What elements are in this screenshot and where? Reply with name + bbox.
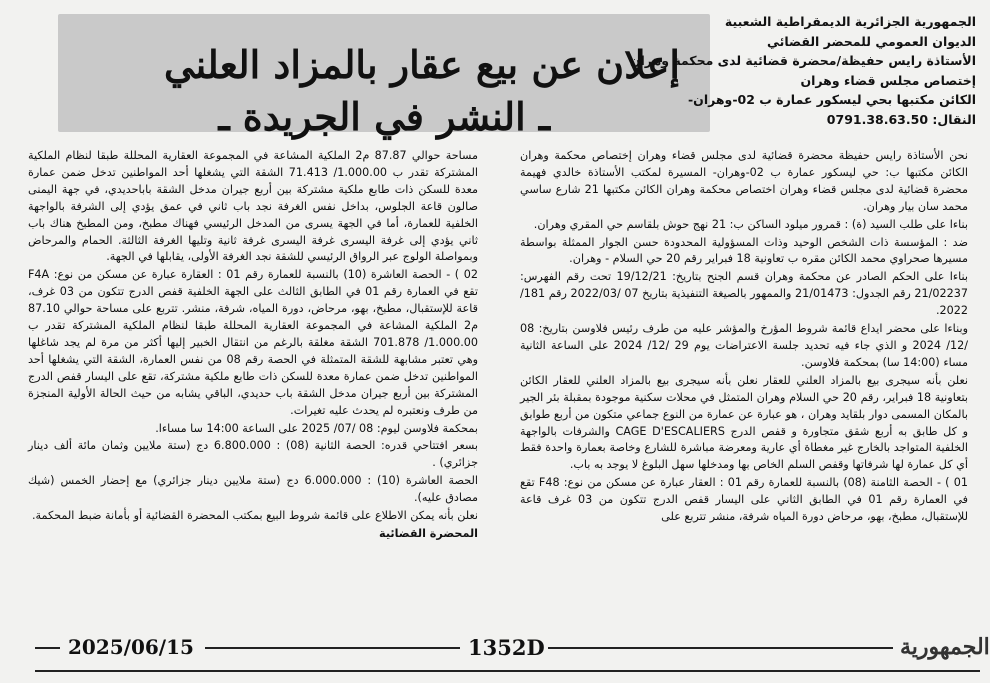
paragraph: وبناءا على محضر ايداع قائمة شروط المؤرخ والمؤشر عليه من طرف رئيس فلاوسن بتاريخ: 08 /12/ 2024 و الذي جاء فيه تحديد جلسة الاعتراضات يوم 29 /12/ 2024 على الساعة الثانية مساء (14:00 سا) بمحكمة فلاوسن. (520, 322, 969, 369)
signature-block (28, 526, 478, 543)
paragraph: نعلن بأنه يمكن الاطلاع على قائمة شروط البيع بمكتب المحضرة القضائية أو بأمانة ضبط المحكمة. (31, 509, 478, 523)
body-column-right (520, 148, 968, 630)
newspaper-brand: الجمهورية (900, 634, 990, 660)
announcement-title: إعلان عن بيع عقار بالمزاد العلني (164, 42, 680, 87)
paragraph: 01 ) - الحصة الثامنة (08) بالنسبة للعمارة رقم 01 : العقار عبارة عن مسكن من نوع: F48 تقع في العمارة رقم 01 في الطابق الثاني على اليسار قفص الدرج تتكون من 03 غرف قاعة للإستقبال، مطبخ، بهو، مرحاض دورة المياه شرفة، منشر تتربع على (520, 476, 969, 524)
footer-rule (35, 647, 60, 649)
paragraph: بسعر افتتاحي قدره: الحصة الثانية (08) : 6.800.000 دج (ستة ملايين وثمان مائة ألف دينار جزائري) . (28, 439, 479, 470)
header-line: الجمهورية الجزائرية الديمقراطية الشعبية (724, 14, 976, 29)
page-footer (0, 630, 990, 670)
paragraph: نحن الأستاذة رايس حفيظة محضرة قضائية لدى مجلس قضاء وهران إختصاص محكمة وهران الكائن مكتبها ب: حي ليسكور عمارة ب 02-وهران- المسيرة لمكتب الأستاذة خالدي فهيمة محضرة قضائية لدى مجلس قضاء وهران اختصاص محكمة وهران الكائن مكتبها 21 شارع ساسي محمد سان بيار وهران. (520, 149, 968, 213)
header-line: الأستاذة رايس حفيظة/محضرة قضائية لدى محكمة وهران (629, 53, 976, 68)
header-line: إختصاص مجلس قضاء وهران (800, 72, 976, 88)
signature: المحضرة القضائية (379, 526, 478, 540)
header-line: الديوان العمومي للمحضر القضائي (767, 33, 976, 49)
header-line: النقال: 0791.38.63.50 (826, 111, 976, 127)
paragraph: مساحة حوالي 87.87 م2 الملكية المشاعة في المجموعة العقارية المحللة طبقا لنظام الملكية المشتركة تقدر ب 1.000.00/ 71.413 الشقة التي يشغلها أحد المواطنين تدخل ضمن عمارة معدة للسكن ذات طابع ملكية مشتركة بين أربع جيران مدخل الشقة باباحديدي، في جهة اليمنى صالون قاعة الجلوس، بداخل نفس الغرفة نجد باب ثاني في عمق يؤدي إلى الشرفة بالواجهة الخلفية للعمارة، أما في الجهة يسرى من المدخل الرئيسي فهناك مطبخ، ومن المطبخ هناك باب ثاني يؤدي إلى غرفة اليسرى غرفة اليسرى غرفة ثانية وتليها الغرفة الثالثة. الحمام والمرحاض وبمواصلة الولوج عبر الرواق الرئيسي للشقة نجد الغرفة الأولى، يقابلها في الجهة. (28, 149, 479, 264)
header-line: الكائن مكتبها بحي ليسكور عمارة ب 02-وهران- (687, 92, 976, 107)
body-column-left (28, 148, 478, 643)
paragraph: ضد : المؤسسة ذات الشخص الوحيد وذات المسؤولية المحدودة حسن الجوار الممثلة بواسطة مسيرها صحراوي محمد الكائن مقره ب تعاونية 18 فبراير رقم 20 حي السلام - وهران. (520, 235, 968, 266)
footer-rule (205, 647, 460, 649)
announcement-subtitle: ـ النشر في الجريدة ـ (218, 94, 550, 139)
paragraph: نعلن بأنه سيجرى بيع بالمزاد العلني للعقار نعلن بأنه سيجرى بيع بالمزاد العلني للعقار الكائن بتعاونية 18 فبراير، رقم 20 حي السلام وهران المتمثل في محلات سكنية موجودة بمقبلة بئر الجير بالمكان المسمى دوار بلقايد وهران ، هو عبارة عن عمارة من النوع جماعي متكون من أربع طوابق و كل طابق به أربع شقق متجاورة و قفص الدرج CAGE D'ESCALIERS والشرفات بالواجهة الخلفية المتواجد بالخارج غير مغطاة أي عارية ومعرضة مباشرة للشارع وخاصة بعمارة واحدة فقط أي كل عمارة لها شرفاتها وقفص السلم الخاص بها ومدخلها سهل البلوغ لا يوجد به باب. (520, 373, 968, 472)
paragraph: بناءا على طلب السيد (ة) : قمرور ميلود الساكن ب: 21 نهج حوش بلقاسم حي المقري وهران. (533, 217, 968, 231)
issue-date: 2025/06/15 (68, 635, 194, 659)
paragraph: الحصة العاشرة (10) : 6.000.000 دج (ستة ملايين دينار جزائري) مع إحضار الخمس (شيك مصادق عليه). (28, 474, 478, 505)
announcement-title-box (58, 14, 710, 139)
footer-rule (548, 647, 893, 649)
bailiff-office-header (629, 12, 976, 129)
paragraph: بناءا على الحكم الصادر عن محكمة وهران قسم الجنح بتاريخ: 19/12/21 تحت رقم الفهرس: 21/02237 رقم الجدول: 21/01473 والممهور بالصيغة التنفيذية بتاريخ 07 /2022/03 رقم 181/ 2022. (520, 270, 968, 318)
paragraph: بمحكمة فلاوسن ليوم: 08 /07/ 2025 على الساعة 14:00 سا مساءا. (155, 421, 478, 435)
paragraph: 02 ) - الحصة العاشرة (10) بالنسبة للعمارة رقم 01 : العقارة عبارة عن مسكن من نوع: F4A تقع في العمارة رقم 01 في الطابق الثالث على الجهة الخلفية قفص الدرج تتكون من 03 غرف، قاعة للإستقبال، مطبخ، بهو، مرحاض، دورة المياه، شرفة، منشر. تتربع على مساحة حوالي 87.10 م2 الملكية المشاعة في المجموعة العقارية المحللة طبقا لنظام الملكية المشتركة تقدر ب 1.000.00/ 701.878 الشقة مغلقة بالرغم من انتقال الخبير إليها أكثر من مرة لم يجد شاغلها وهي تعتبر مشابهة للشقة المتمثلة في الحصة رقم 08 من نفس العمارة، الشقة التي يشغلها أحد المواطنين تدخل ضمن عمارة معدة للسكن ذات طابع ملكية مشتركة، تقع على اليسار قفص الدرج المشتركة بين أربع جيران مدخل الشقة باب حديدي، الباقي يشابه من حيث الحالة الأولية المنجزة من طرف ونعتبره لم يحدث عليه تغيرات. (28, 268, 478, 417)
bottom-rule (35, 670, 980, 672)
issue-number: 1352D (468, 635, 545, 660)
